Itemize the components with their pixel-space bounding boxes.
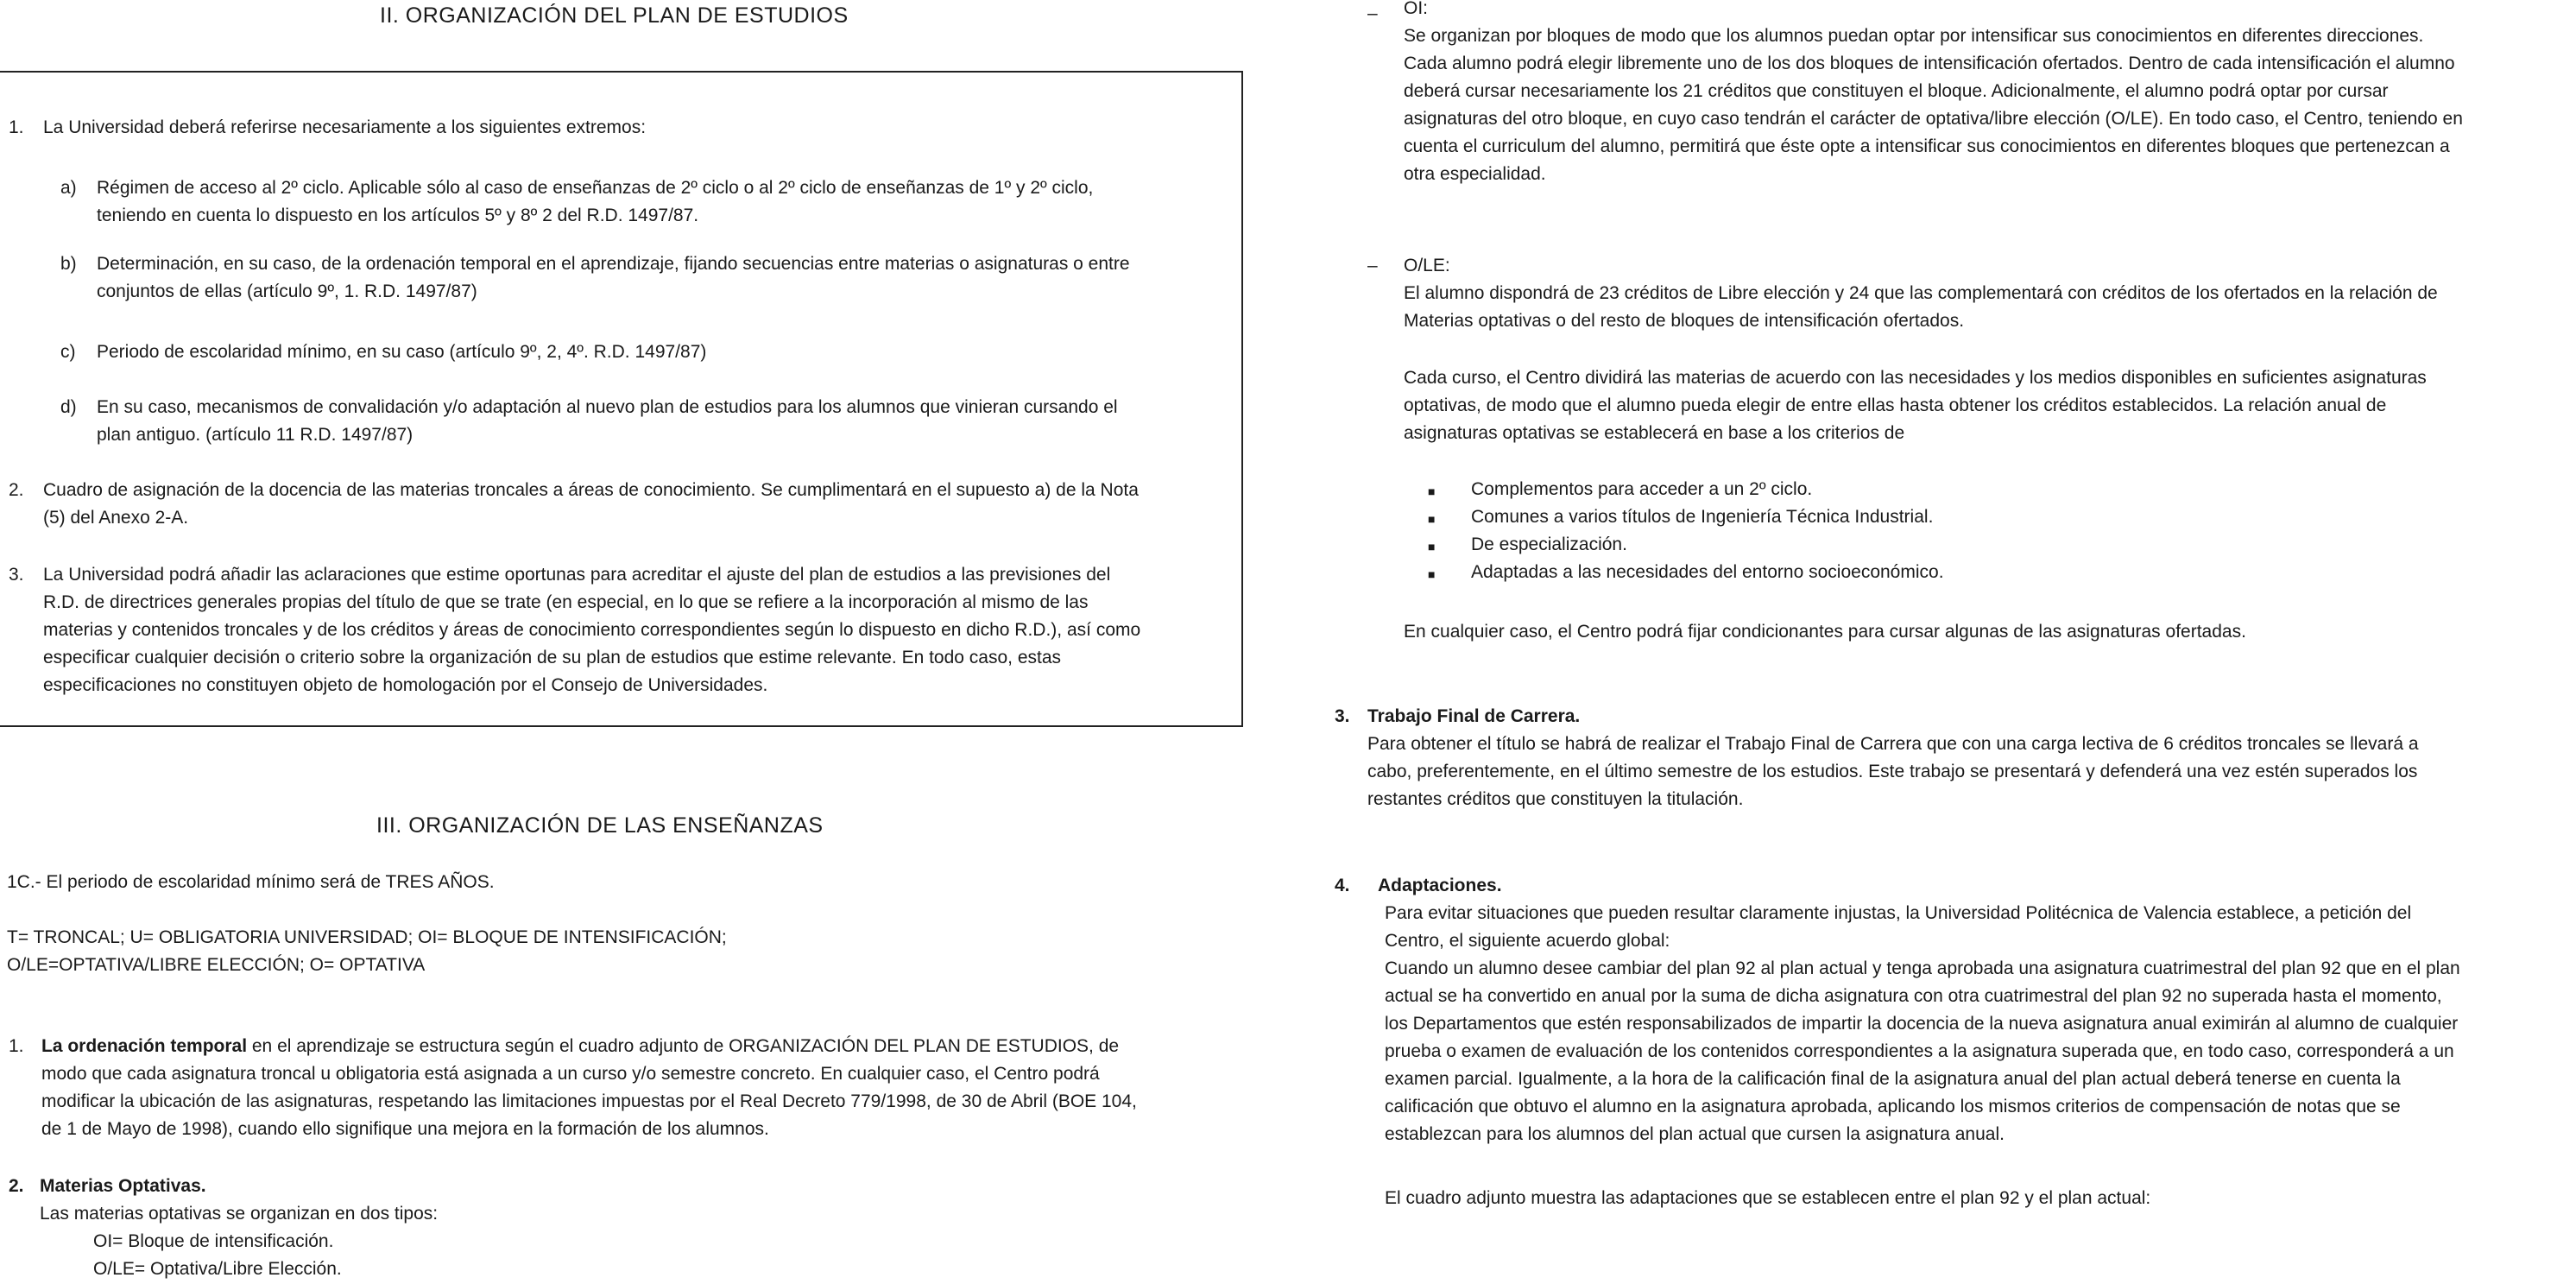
ord-text: La ordenación temporal en el aprendizaje se estructura según el cuadro adjunto de ORGANIZACIÓN DEL PLAN DE ESTUDIOS, de modo que cada asignatura troncal u obligatoria está asignada a un curso y/o semestre concreto. En cualquier caso, el Centro podrá modificar la ubicación de las asignaturas, respetando las limitaciones impuestas por el Real Decreto 779/1998, de 30 de Abril (BOE 104, de 1 de Mayo de 1998), cuando ello signifique una mejora en la formación de los alumnos. (41, 1036, 1137, 1139)
bullet-icon: ■ (1428, 540, 1436, 553)
escolaridad-text: 1C.- El periodo de escolaridad mínimo será de TRES AÑOS. (7, 872, 495, 892)
item-d-text: En su caso, mecanismos de convalidación y/o adaptación al nuevo plan de estudios para los alumnos que vinieran cursando el plan antiguo. (artículo 11 R.D. 1497/87) (97, 397, 1118, 445)
tfc-heading: Trabajo Final de Carrera. (1367, 706, 1581, 726)
item-c-text: Periodo de escolaridad mínimo, en su caso (artículo 9º, 2, 4º. R.D. 1497/87) (97, 342, 707, 362)
item-1-number: 1. (9, 117, 24, 137)
bullet-icon: ■ (1428, 567, 1436, 581)
item-d-label: d) (60, 397, 77, 417)
bullet-icon: ■ (1428, 512, 1436, 526)
opt-heading: Materias Optativas. (40, 1176, 206, 1196)
ord-heading: La ordenación temporal (41, 1036, 248, 1056)
item-a-text: Régimen de acceso al 2º ciclo. Aplicable sólo al caso de enseñanzas de 2º ciclo o al 2º ciclo de enseñanzas de 1º y 2º ciclo, teniendo en cuenta lo dispuesto en los artículos 5º y 8º 2 del R.D. 1497/87. (97, 178, 1094, 225)
ole-section: O/LE: El alumno dispondrá de 23 créditos de Libre elección y 24 que las complementará con créditos de los ofertados en la relación de Materias optativas o del resto de bloques de intensificación ofertados. (1404, 256, 2438, 331)
adapt-section: Adaptaciones. Para evitar situaciones que pueden resultar claramente injustas, la Universidad Politécnica de Valencia establece, a petición del Centro, el siguiente acuerdo global: Cuando un alumno desee cambiar del plan 92 al plan actual y tenga aprobada una asignatura cuatrimestral del plan 92 que en el plan actual se ha convertido en anual por la suma de dicha asignatura con otra cuatrimestral del plan 92 no superada hasta el momento, los Departamentos que estén responsabilizados de impartir la docencia de la nueva asignatura anual eximirán al alumno de cualquier prueba o examen de evaluación de los contenidos correspondientes a la asignatura superada que, en todo caso, corresponderá a un examen parcial. Igualmente, a la hora de la calificación final de la asignatura anual del plan actual deberá tenerse en cuenta la calificación que obtuvo el alumno en la asignatura aprobada, aplicando los mismos criterios de compensación de notas que se establezcan para los alumnos del plan actual que cursen la asignatura anual. (1378, 872, 2573, 1148)
adapt-number: 4. (1335, 876, 1350, 895)
oi-section: OI: Se organizan por bloques de modo que los alumnos puedan optar por intensificar sus conocimientos en diferentes direcciones. Cada alumno podrá elegir libremente uno de los dos bloques de intensificación ofertados. Dentro de cada intensificación el alumno deberá cursar necesariamente los 21 créditos que constituyen el bloque. Adicionalmente, el alumno podrá optar por cursar asignaturas del otro bloque, en cuyo caso tendrán el carácter de optativa/libre elección (O/LE). En todo caso, el Centro, teniendo en cuenta el curriculum del alumno, permitirá que éste opte a intensificar sus conocimientos en diferentes bloques que pertenezcan a otra especialidad. (1404, 0, 2463, 184)
adapt-closing: El cuadro adjunto muestra las adaptaciones que se establecen entre el plan 92 y el plan actual: (1385, 1188, 2151, 1208)
item-2-number: 2. (9, 480, 24, 500)
bullet-icon: ■ (1428, 484, 1436, 498)
oi-dash: – (1367, 3, 1378, 23)
item-2-text: Cuadro de asignación de la docencia de las materias troncales a áreas de conocimiento. Se cumplimentará en el supuesto a) de la Nota (5) del Anexo 2-A. (43, 480, 1139, 528)
ord-number: 1. (9, 1036, 24, 1056)
ole-dash: – (1367, 256, 1378, 275)
ole-para-2: Cada curso, el Centro dividirá las materias de acuerdo con las necesidades y los medios disponibles en suficientes asignaturas optativas, de modo que el alumno pueda elegir de entre ellas hasta obtener los créditos establecidos. La relación anual de asignaturas optativas se establecerá en base a los criterios de (1404, 368, 2427, 443)
item-1-text: La Universidad deberá referirse necesariamente a los siguientes extremos: (43, 117, 647, 137)
tfc-section: Trabajo Final de Carrera. Para obtener el título se habrá de realizar el Trabajo Final de Carrera que con una carga lectiva de 6 créditos troncales se llevará a cabo, preferentemente, en el último semestre de los estudios. Este trabajo se presentará y defenderá una vez estén superados los restantes créditos que constituyen la titulación. (1367, 703, 2573, 813)
item-b-text: Determinación, en su caso, de la ordenación temporal en el aprendizaje, fijando secuencias entre materias o asignaturas o entre conjuntos de ellas (artículo 9º, 1. R.D. 1497/87) (97, 254, 1130, 301)
ole-closing: En cualquier caso, el Centro podrá fijar condicionantes para cursar algunas de las asignaturas ofertadas. (1404, 622, 2246, 642)
section-2-title: II. ORGANIZACIÓN DEL PLAN DE ESTUDIOS (380, 3, 849, 28)
tfc-number: 3. (1335, 706, 1350, 726)
opt-section: Materias Optativas. Las materias optativas se organizan en dos tipos: OI= Bloque de intensificación. O/LE= Optativa/Libre Elección. (40, 1173, 438, 1283)
adapt-heading: Adaptaciones. (1378, 876, 1502, 895)
section-3-title: III. ORGANIZACIÓN DE LAS ENSEÑANZAS (376, 813, 824, 838)
item-b-label: b) (60, 254, 77, 274)
legend-text: T= TRONCAL; U= OBLIGATORIA UNIVERSIDAD; OI= BLOQUE DE INTENSIFICACIÓN; O/LE=OPTATIVA/LIBRE ELECCIÓN; O= OPTATIVA (7, 927, 727, 975)
item-3-text: La Universidad podrá añadir las aclaraciones que estime oportunas para acreditar el ajuste del plan de estudios a las previsiones del R.D. de directrices generales propias del título de que se trate (en especial, en lo que se refiere a la incorporación al mismo de las materias y contenidos troncales y de los créditos y áreas de conocimiento correspondientes según lo dispuesto en dicho R.D.), así como especificar cualquier decisión o criterio sobre la organización de su plan de estudios que estime relevante. En todo caso, estas especificaciones no constituyen objeto de homologación por el Consejo de Universidades. (43, 565, 1141, 695)
item-c-label: c) (60, 342, 76, 362)
item-a-label: a) (60, 178, 77, 198)
opt-number: 2. (9, 1176, 24, 1196)
item-3-number: 3. (9, 565, 24, 585)
